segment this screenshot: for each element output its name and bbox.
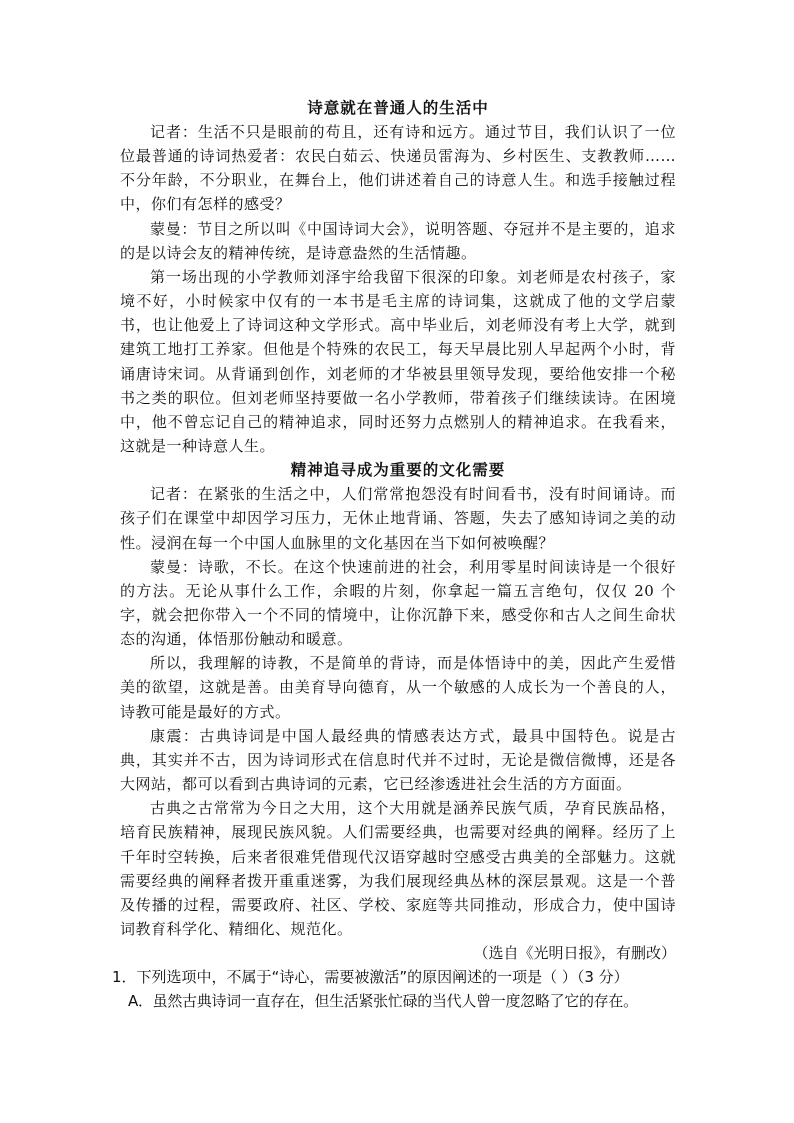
paragraph: 蒙曼：诗歌，不长。在这个快速前进的社会，利用零星时间读诗是一个很好的方法。无论从事什么工作，余暇的片刻，你拿起一篇五言绝句，仅仅 20 个字，就会把你带入一个不同的情境中，让你沉静下来，感受你和古人之间生命状态的沟通，体悟那份触动和暖意。	[120, 557, 676, 649]
question-option-a: A．虽然古典诗词一直存在，但生活紧张忙碌的当代人曾一度忽略了它的存在。	[128, 992, 638, 1011]
paragraph: 古典之古常常为今日之大用，这个大用就是涵养民族气质，孕育民族品格，培育民族精神，展现民族风貌。人们需要经典，也需要对经典的阐释。经历了上千年时空转换，后来者很难凭借现代汉语穿越时空感受古典美的全部魅力。这就需要经典的阐释者拨开重重迷雾，为我们展现经典丛林的深层景观。这是一个普及传播的过程，需要政府、社区、学校、家庭等共同推动，形成合力，使中国诗词教育科学化、精细化、规范化。	[120, 799, 676, 938]
question-stem: 1．下列选项中，不属于“诗心，需要被激活”的原因阐述的一项是（ ）（3 分）	[112, 968, 629, 987]
document-page	[112, 96, 676, 1013]
paragraph: 蒙曼：节目之所以叫《中国诗词大会》，说明答题、夺冠并不是主要的，追求的是以诗会友的精神传统，是诗意盎然的生活情趣。	[120, 219, 676, 262]
paragraph: 康震：古典诗词是中国人最经典的情感表达方式，最具中国特色。说是古典，其实并不古，因为诗词形式在信息时代并不过时，无论是微信微博，还是各大网站，都可以看到古典诗词的元素，它已经渗透进社会生活的方方面面。	[120, 726, 676, 794]
section-title-1: 诗意就在普通人的生活中	[307, 98, 489, 117]
paragraph: 所以，我理解的诗教，不是简单的背诗，而是体悟诗中的美，因此产生爱惜美的欲望，这就是善。由美育导向德育，从一个敏感的人成长为一个善良的人，诗教可能是最好的方式。	[120, 654, 676, 721]
section-title-2: 精神追寻成为重要的文化需要	[290, 460, 506, 480]
paragraph: 第一场出现的小学教师刘泽宇给我留下很深的印象。刘老师是农村孩子，家境不好，小时候家中仅有的一本书是毛主席的诗词集，这就成了他的文学启蒙书，也让他爱上了诗词这种文学形式。高中毕业后，刘老师没有考上大学，就到建筑工地打工养家。但他是个特殊的农民工，每天早晨比别人早起两个小时，背诵唐诗宋词。从背诵到创作，刘老师的才华被县里领导发现，要给他安排一个秘书之类的职位。但刘老师坚持要做一名小学教师，带着孩子们继续读诗。在困境中，他不曾忘记自己的精神追求，同时还努力点燃别人的精神追求。在我看来，这就是一种诗意人生。	[120, 267, 676, 456]
source-citation: （选自《光明日报》，有删改）	[473, 944, 676, 963]
paragraph: 记者：在紧张的生活之中，人们常常抱怨没有时间看书，没有时间诵诗。而孩子们在课堂中却因学习压力，无休止地背诵、答题，失去了感知诗词之美的动性。浸润在每一个中国人血脉里的文化基因在当下如何被唤醒？	[120, 485, 676, 552]
paragraph: 记者：生活不只是眼前的苟且，还有诗和远方。通过节目，我们认识了一位位最普通的诗词热爱者：农民白茹云、快递员雷海为、乡村医生、支教教师……不分年龄，不分职业，在舞台上，他们讲述着自己的诗意人生。和选手接触过程中，你们有怎样的感受？	[120, 123, 676, 214]
